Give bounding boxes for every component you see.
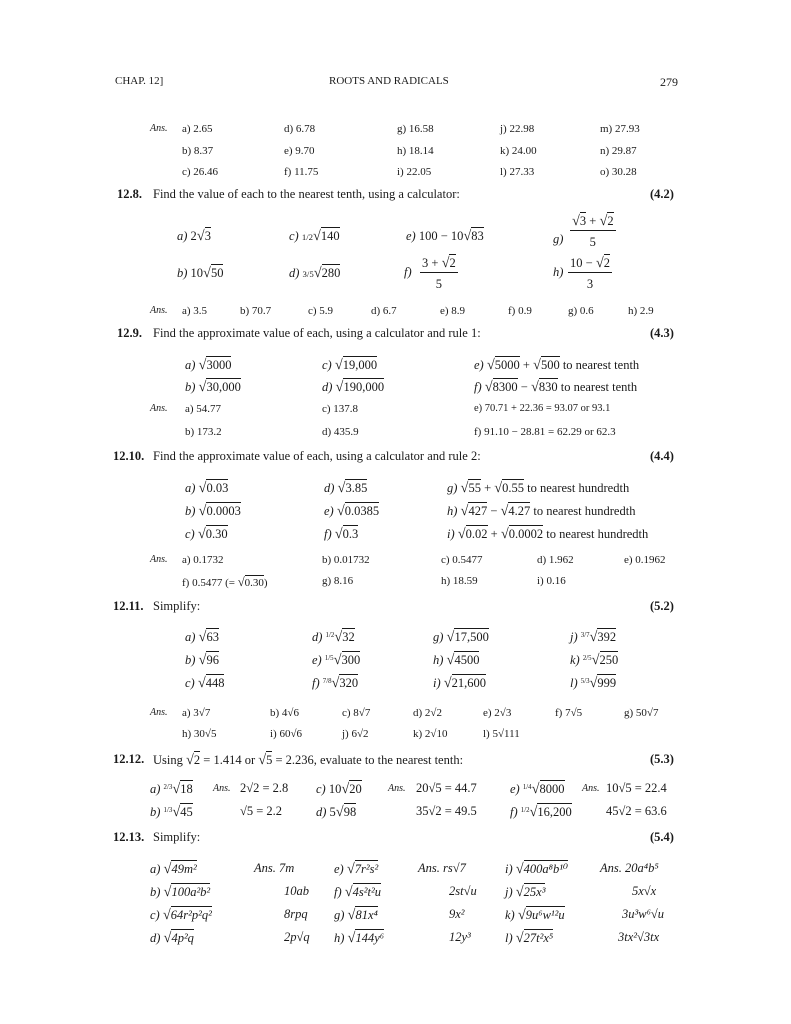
answer-item: e) 9.70 — [284, 145, 315, 157]
answer-item: 35√2 = 49.5 — [416, 804, 477, 818]
expression-item: j) $^{3/7}$√392 — [570, 629, 617, 645]
answer-label: Ans. — [150, 554, 168, 565]
section-reference: (5.3) — [650, 752, 674, 766]
expression-item: g) √55 + √0.55 to nearest hundredth — [447, 480, 630, 496]
answer-item: e) 2√3 — [483, 707, 512, 719]
answer-item: l) 5√111 — [483, 728, 520, 740]
answer-item: h) 18.59 — [441, 575, 478, 587]
expression-item: h) √427 − √4.27 to nearest hundredth — [447, 503, 636, 519]
expression-item: a) 2√3 — [177, 228, 211, 244]
answer-item: f) 91.10 − 28.81 = 62.29 or 62.3 — [474, 426, 616, 438]
problem-instruction: Simplify: — [153, 599, 201, 613]
answer-item: j) 6√2 — [342, 728, 369, 740]
expression-item: c) 1/2√140 — [289, 228, 340, 244]
expression-item: h) √4500 — [433, 652, 480, 668]
problem-number: 12.11. — [113, 599, 144, 613]
expression-item: b) √30,000 — [185, 379, 241, 395]
answer-item: i) 0.16 — [537, 575, 566, 587]
expression-item: c) √19,000 — [322, 357, 378, 373]
expression-item: c) √448 — [185, 675, 225, 691]
answer-item: a) 54.77 — [185, 403, 222, 415]
expression-item: a) √0.03 — [185, 480, 229, 496]
answer-item: f) 0.5477 (= √0.30) — [182, 575, 268, 589]
answer-label: Ans. — [150, 403, 168, 414]
fraction-expression: $\frac{√3 + √2}{5}$ — [572, 213, 614, 250]
expression-item: e) √7r²s² — [334, 861, 379, 877]
section-reference: (5.2) — [650, 599, 674, 613]
answer-item: g) 16.58 — [397, 123, 434, 135]
answer-label: Ans. — [150, 123, 168, 134]
answer-item: o) 30.28 — [600, 166, 637, 178]
expression-item: e) $^{1/5}$√300 — [312, 652, 361, 668]
expression-item: d) √3.85 — [324, 480, 368, 496]
answer-label: Ans. — [388, 783, 406, 794]
expression-item: f) $^{7/8}$√320 — [312, 675, 359, 691]
answer-item: i) 22.05 — [397, 166, 432, 178]
expression-item: e) $^{1/4}$√8000 — [510, 781, 565, 797]
answer-label: Ans. — [213, 783, 231, 794]
expression-item: f) √0.3 — [324, 526, 359, 542]
answer-item: f) 11.75 — [284, 166, 319, 178]
answer-item: 3tx²√3tx — [618, 930, 660, 944]
expression-item: b) √100a²b² — [150, 884, 211, 900]
expression-item: i) √21,600 — [433, 675, 487, 691]
answer-item: d) 6.78 — [284, 123, 316, 135]
answer-label: Ans. — [150, 305, 168, 316]
problem-instruction: Find the value of each to the nearest tenth, using a calculator: — [153, 187, 460, 201]
expression-item: a) $^{2/3}$√18 — [150, 781, 193, 797]
answer-item: c) 26.46 — [182, 166, 219, 178]
expression-item: d) √190,000 — [322, 379, 385, 395]
answer-item: Ans. 7m — [254, 861, 295, 875]
problem-instruction: Using √2 = 1.414 or √5 = 2.236, evaluate to the nearest tenth: — [153, 752, 464, 768]
section-reference: (4.2) — [650, 187, 674, 201]
problem-number: 12.13. — [113, 830, 145, 844]
answer-item: i) 60√6 — [270, 728, 303, 740]
answer-item: a) 0.1732 — [182, 554, 224, 566]
answer-item: n) 29.87 — [600, 145, 637, 157]
answer-item: h) 18.14 — [397, 145, 434, 157]
answer-item: 10ab — [284, 884, 309, 898]
problem-number: 12.12. — [113, 752, 145, 766]
answer-item: a) 3√7 — [182, 707, 211, 719]
expression-item: g) √81x⁴ — [334, 907, 378, 923]
answer-item: Ans. rs√7 — [418, 861, 466, 875]
problem-instruction: Find the approximate value of each, using a calculator and rule 2: — [153, 449, 481, 463]
problem-number: 12.10. — [113, 449, 145, 463]
answer-item: g) 50√7 — [624, 707, 659, 719]
answer-item: d) 435.9 — [322, 426, 359, 438]
answer-item: g) 8.16 — [322, 575, 354, 587]
expression-item: f) $^{1/2}$√16,200 — [510, 804, 572, 820]
answer-item: 20√5 = 44.7 — [416, 781, 477, 795]
answer-item: Ans. 20a⁴b⁵ — [600, 861, 659, 875]
answer-item: f) 0.9 — [508, 305, 532, 317]
answer-item: 2st√u — [449, 884, 477, 898]
expression-item: g) √17,500 — [433, 629, 489, 645]
answer-item: 2√2 = 2.8 — [240, 781, 289, 795]
answer-item: b) 70.7 — [240, 305, 272, 317]
expression-item: e) √0.0385 — [324, 503, 380, 519]
fraction-expression: $\frac{3 + √2}{5}$ — [422, 255, 456, 292]
item-label: f) — [404, 265, 412, 279]
answer-label: Ans. — [150, 707, 168, 718]
expression-item: b) 10√50 — [177, 265, 224, 281]
page-number: 279 — [660, 75, 678, 89]
answer-item: d) 6.7 — [371, 305, 397, 317]
answer-item: d) 1.962 — [537, 554, 574, 566]
expression-item: b) √0.0003 — [185, 503, 241, 519]
expression-item: e) 100 − 10√83 — [406, 228, 484, 244]
answer-item: b) 8.37 — [182, 145, 214, 157]
answer-item: g) 0.6 — [568, 305, 594, 317]
answer-item: 8rpq — [284, 907, 308, 921]
expression-item: a) √63 — [185, 629, 219, 645]
expression-item: f) √8300 − √830 to nearest tenth — [474, 379, 638, 395]
section-reference: (5.4) — [650, 830, 674, 844]
item-label: h) — [553, 265, 564, 279]
answer-item: m) 27.93 — [600, 123, 640, 135]
answer-item: 2p√q — [284, 930, 310, 944]
expression-item: b) √96 — [185, 652, 219, 668]
problem-instruction: Simplify: — [153, 830, 201, 844]
expression-item: d) $^{1/2}$√32 — [312, 629, 355, 645]
answer-item: a) 2.65 — [182, 123, 213, 135]
item-label: g) — [553, 232, 564, 246]
answer-item: 12y³ — [449, 930, 471, 944]
answer-item: f) 7√5 — [555, 707, 583, 719]
answer-item: h) 30√5 — [182, 728, 217, 740]
answer-item: j) 22.98 — [500, 123, 535, 135]
section-reference: (4.3) — [650, 326, 674, 340]
answer-item: 45√2 = 63.6 — [606, 804, 667, 818]
answer-item: h) 2.9 — [628, 305, 654, 317]
answer-item: 10√5 = 22.4 — [606, 781, 667, 795]
expression-item: l) $^{5/3}$√999 — [570, 675, 617, 691]
answer-item: k) 24.00 — [500, 145, 537, 157]
expression-item: i) √0.02 + √0.0002 to nearest hundredth — [447, 526, 649, 542]
running-title: ROOTS AND RADICALS — [329, 75, 449, 87]
answer-item: e) 8.9 — [440, 305, 466, 317]
expression-item: d) 3/5√280 — [289, 265, 341, 281]
expression-item: k) √9u⁶w¹²u — [505, 907, 565, 923]
answer-item: e) 0.1962 — [624, 554, 666, 566]
expression-item: a) √3000 — [185, 357, 232, 373]
answer-label: Ans. — [582, 783, 600, 794]
expression-item: d) 5√98 — [316, 804, 357, 820]
answer-item: c) 0.5477 — [441, 554, 483, 566]
expression-item: l) √27t²x⁵ — [505, 930, 554, 946]
expression-item: h) √144y⁶ — [334, 930, 385, 946]
expression-item: b) $^{1/3}$√45 — [150, 804, 193, 820]
expression-item: c) √64r²p²q² — [150, 907, 212, 923]
answer-item: b) 173.2 — [185, 426, 222, 438]
answer-item: e) 70.71 + 22.36 = 93.07 or 93.1 — [474, 403, 611, 414]
answer-item: b) 4√6 — [270, 707, 299, 719]
expression-item: i) √400a⁸b¹⁰ — [505, 861, 569, 877]
answer-item: a) 3.5 — [182, 305, 208, 317]
answer-item: k) 2√10 — [413, 728, 448, 740]
expression-item: d) √4p²q — [150, 930, 194, 946]
answer-item: d) 2√2 — [413, 707, 442, 719]
answer-item: l) 27.33 — [500, 166, 535, 178]
answer-item: b) 0.01732 — [322, 554, 370, 566]
answer-item: 3u³w⁶√u — [622, 907, 665, 921]
problem-number: 12.9. — [117, 326, 142, 340]
expression-item: k) $^{2/5}$√250 — [570, 652, 619, 668]
section-reference: (4.4) — [650, 449, 674, 463]
answer-item: 5x√x — [632, 884, 657, 898]
answer-item: c) 137.8 — [322, 403, 359, 415]
expression-item: f) √4s²t²u — [334, 884, 381, 900]
fraction-expression: $\frac{10 - √2}{3}$ — [570, 255, 610, 292]
expression-item: j) √25x³ — [505, 884, 546, 900]
expression-item: c) √0.30 — [185, 526, 228, 542]
answer-item: c) 8√7 — [342, 707, 371, 719]
problem-number: 12.8. — [117, 187, 142, 201]
expression-item: e) √5000 + √500 to nearest tenth — [474, 357, 640, 373]
answer-item: 9x² — [449, 907, 465, 921]
chapter-label: CHAP. 12] — [115, 75, 164, 87]
problem-instruction: Find the approximate value of each, using a calculator and rule 1: — [153, 326, 481, 340]
expression-item: a) √49m² — [150, 861, 197, 877]
expression-item: c) 10√20 — [316, 781, 362, 797]
answer-item: c) 5.9 — [308, 305, 334, 317]
answer-item: √5 = 2.2 — [240, 804, 283, 818]
